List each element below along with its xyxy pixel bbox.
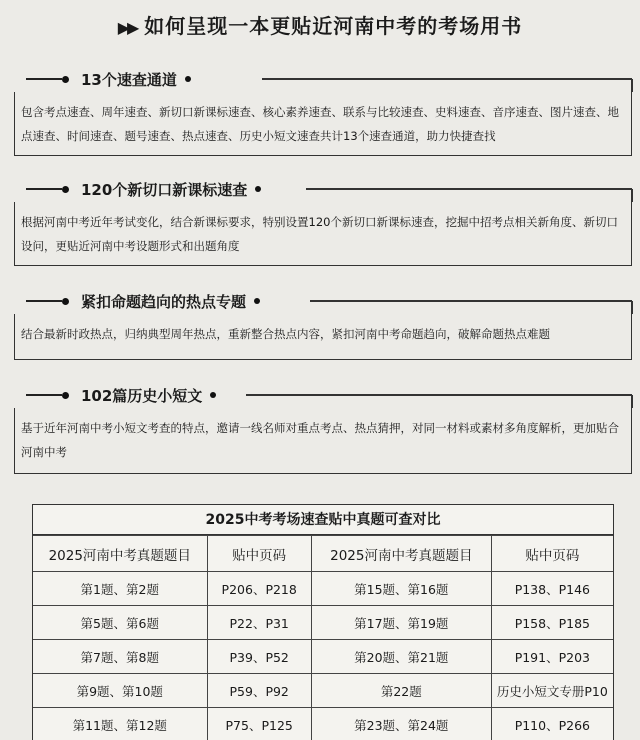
table-cell: P110、P266 bbox=[491, 708, 613, 740]
comparison-table bbox=[32, 504, 614, 740]
divider bbox=[26, 394, 62, 396]
bullet-dot-icon bbox=[185, 76, 191, 82]
section-body bbox=[14, 202, 632, 266]
section-heading: 紧扣命题趋向的热点专题 bbox=[81, 292, 247, 311]
section-text: 基于近年河南中考小短文考查的特点，邀请一线名师对重点考点、热点猜押，对同一材料或素材多角度解析，更加贴合河南中考 bbox=[21, 421, 619, 459]
section-heading: 102篇历史小短文 bbox=[81, 386, 203, 405]
table-cell: P59、P92 bbox=[207, 674, 311, 708]
table-cell: P39、P52 bbox=[207, 640, 311, 674]
table-cell: P206、P218 bbox=[207, 572, 311, 606]
divider bbox=[26, 300, 62, 302]
column-header: 2025河南中考真题题目 bbox=[33, 536, 207, 572]
table-cell: P158、P185 bbox=[491, 606, 613, 640]
column-header: 贴中页码 bbox=[207, 536, 311, 572]
section-text: 结合最新时政热点，归纳典型周年热点，重新整合热点内容，紧扣河南中考命题趋向，破解命题热点难题 bbox=[21, 327, 550, 341]
bullet-dot-icon bbox=[254, 298, 260, 304]
table-cell: 第5题、第6题 bbox=[33, 606, 207, 640]
bullet-dot-icon bbox=[62, 298, 69, 305]
section-history-essays bbox=[14, 382, 632, 474]
table-header-row bbox=[33, 536, 613, 572]
section-body bbox=[14, 314, 632, 360]
table-row bbox=[33, 640, 613, 674]
section-speed-channels bbox=[14, 66, 632, 156]
divider bbox=[246, 394, 632, 396]
table-cell: 第23题、第24题 bbox=[311, 708, 491, 740]
section-heading: 13个速查通道 bbox=[81, 70, 177, 89]
section-heading: 120个新切口新课标速查 bbox=[81, 180, 248, 199]
table-row bbox=[33, 606, 613, 640]
bullet-dot-icon bbox=[62, 392, 69, 399]
table-cell: P75、P125 bbox=[207, 708, 311, 740]
divider bbox=[306, 188, 632, 190]
table-title: 2025中考考场速查贴中真题可查对比 bbox=[33, 505, 613, 535]
table-cell: 第1题、第2题 bbox=[33, 572, 207, 606]
bullet-dot-icon bbox=[210, 392, 216, 398]
table-row bbox=[33, 674, 613, 708]
double-arrow-icon: ▶▶ bbox=[117, 18, 137, 37]
page-title bbox=[0, 10, 640, 39]
divider bbox=[262, 78, 632, 80]
table-cell: 第11题、第12题 bbox=[33, 708, 207, 740]
table-cell: 第7题、第8题 bbox=[33, 640, 207, 674]
bullet-dot-icon bbox=[255, 186, 261, 192]
section-text: 包含考点速查、周年速查、新切口新课标速查、核心素养速查、联系与比较速查、史料速查、音序速查、图片速查、地点速查、时间速查、题号速查、热点速查、历史小短文速查共计13个速查通道，助力快捷查找 bbox=[21, 105, 619, 143]
table-cell: 第22题 bbox=[311, 674, 491, 708]
column-header: 贴中页码 bbox=[491, 536, 613, 572]
section-hot-topics bbox=[14, 288, 632, 360]
table-row bbox=[33, 572, 613, 606]
column-header: 2025河南中考真题题目 bbox=[311, 536, 491, 572]
table-cell: 第9题、第10题 bbox=[33, 674, 207, 708]
divider bbox=[310, 300, 632, 302]
table-cell: P138、P146 bbox=[491, 572, 613, 606]
section-new-curriculum bbox=[14, 176, 632, 266]
section-text: 根据河南中考近年考试变化，结合新课标要求，特别设置120个新切口新课标速查，挖掘中招考点相关新角度、新切口设问，更贴近河南中考设题形式和出题角度 bbox=[21, 215, 618, 253]
table-cell: P22、P31 bbox=[207, 606, 311, 640]
table-row bbox=[33, 708, 613, 740]
table-cell: 第15题、第16题 bbox=[311, 572, 491, 606]
divider bbox=[26, 78, 62, 80]
table-cell: 第20题、第21题 bbox=[311, 640, 491, 674]
bullet-dot-icon bbox=[62, 76, 69, 83]
table-cell: 第17题、第19题 bbox=[311, 606, 491, 640]
section-body bbox=[14, 408, 632, 474]
page-title-text: 如何呈现一本更贴近河南中考的考场用书 bbox=[144, 14, 523, 38]
table-cell: P191、P203 bbox=[491, 640, 613, 674]
divider bbox=[26, 188, 62, 190]
table-cell: 历史小短文专册P10 bbox=[491, 674, 613, 708]
bullet-dot-icon bbox=[62, 186, 69, 193]
section-body bbox=[14, 92, 632, 156]
table-grid bbox=[33, 535, 613, 740]
